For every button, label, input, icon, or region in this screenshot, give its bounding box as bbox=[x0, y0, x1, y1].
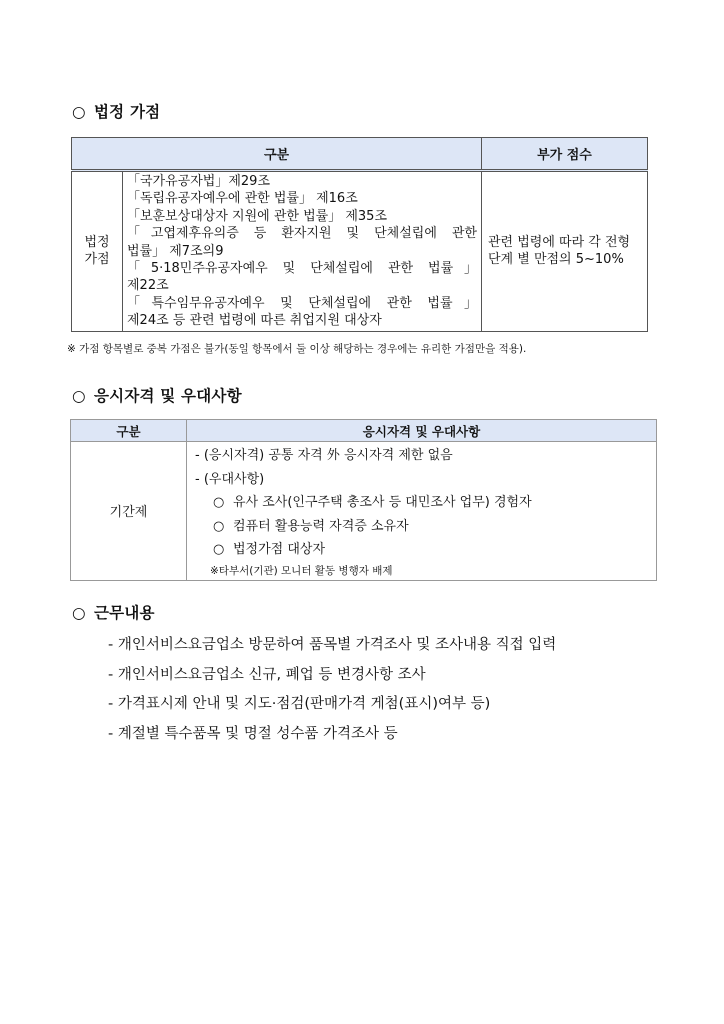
header-qualifications: 응시자격 및 우대사항 bbox=[187, 420, 657, 442]
duties-list bbox=[108, 631, 556, 749]
qualifications-table bbox=[70, 419, 657, 581]
circle-bullet-icon: ○ bbox=[72, 604, 86, 622]
section-title-qualifications: ○ 응시자격 및 우대사항 bbox=[72, 387, 242, 405]
qualifications-cell bbox=[187, 442, 657, 581]
circle-bullet-icon: ○ bbox=[72, 103, 86, 121]
law-line: 제24조 등 관련 법령에 따른 취업지원 대상자 bbox=[127, 313, 382, 329]
header-category: 구분 bbox=[72, 138, 482, 171]
law-line: 「보훈보상대상자 지원에 관한 법률」 제35조 bbox=[127, 208, 387, 224]
circle-bullet-icon: ○ bbox=[213, 542, 225, 557]
table-header-row bbox=[72, 138, 648, 171]
law-line: 「독립유공자예우에 관한 법률」 제16조 bbox=[127, 191, 358, 207]
category-cell: 기간제 bbox=[71, 442, 187, 581]
preference-item: ○ 유사 조사(인구주택 총조사 등 대민조사 업무) 경험자 bbox=[195, 491, 656, 515]
circle-bullet-icon: ○ bbox=[72, 387, 86, 405]
qualification-line: - (응시자격) 공통 자격 外 응시자격 제한 없음 bbox=[195, 448, 453, 463]
header-category: 구분 bbox=[71, 420, 187, 442]
law-line: 법률」 제7조의9 bbox=[127, 243, 224, 259]
circle-bullet-icon: ○ bbox=[213, 518, 225, 534]
points-cell: 관련 법령에 따라 각 전형 단계 별 만점의 5~10% bbox=[482, 171, 648, 332]
list-item: - 가격표시제 안내 및 지도·점검(판매가격 게첨(표시)여부 등) bbox=[108, 696, 491, 712]
section-title-duties: ○ 근무내용 bbox=[72, 604, 155, 622]
list-item: - 계절별 특수품목 및 명절 성수품 가격조사 등 bbox=[108, 725, 398, 742]
circle-bullet-icon: ○ bbox=[213, 495, 225, 510]
preference-heading: - (우대사항) bbox=[195, 471, 265, 487]
legal-points-table bbox=[71, 137, 648, 332]
header-points: 부가 점수 bbox=[482, 138, 648, 171]
duplicate-points-note: ※ 가점 항목별로 중복 가점은 불가(동일 항목에서 둘 이상 해당하는 경우에는 유리한 가점만을 적용). bbox=[67, 343, 527, 355]
law-line: 「5·18민주유공자예우 및 단체설립에 관한 법률」 bbox=[127, 261, 477, 277]
table-row bbox=[71, 442, 657, 581]
law-line: 「특수임무유공자예우 및 단체설립에 관한 법률」 bbox=[127, 295, 477, 311]
category-cell: 법정 가점 bbox=[72, 171, 123, 332]
list-item: - 개인서비스요금업소 방문하여 품목별 가격조사 및 조사내용 직접 입력 bbox=[108, 637, 557, 653]
section-title-legal-points: ○ 법정 가점 bbox=[72, 103, 161, 121]
list-item: - 개인서비스요금업소 신규, 폐업 등 변경사항 조사 bbox=[108, 666, 426, 683]
law-line: 「국가유공자법」제29조 bbox=[127, 174, 271, 189]
law-line: 제22조 bbox=[127, 278, 169, 294]
law-line: 「고엽제후유의증 등 환자지원 및 단체설립에 관한 bbox=[127, 226, 477, 242]
table-header-row bbox=[71, 420, 657, 442]
preference-item: ○ 법정가점 대상자 bbox=[195, 538, 656, 562]
exclusion-note: ※타부서(기관) 모니터 활동 병행자 배제 bbox=[210, 564, 393, 577]
law-list-cell bbox=[123, 171, 482, 332]
table-row bbox=[72, 171, 648, 332]
preference-item: ○ 컴퓨터 활용능력 자격증 소유자 bbox=[195, 515, 656, 539]
